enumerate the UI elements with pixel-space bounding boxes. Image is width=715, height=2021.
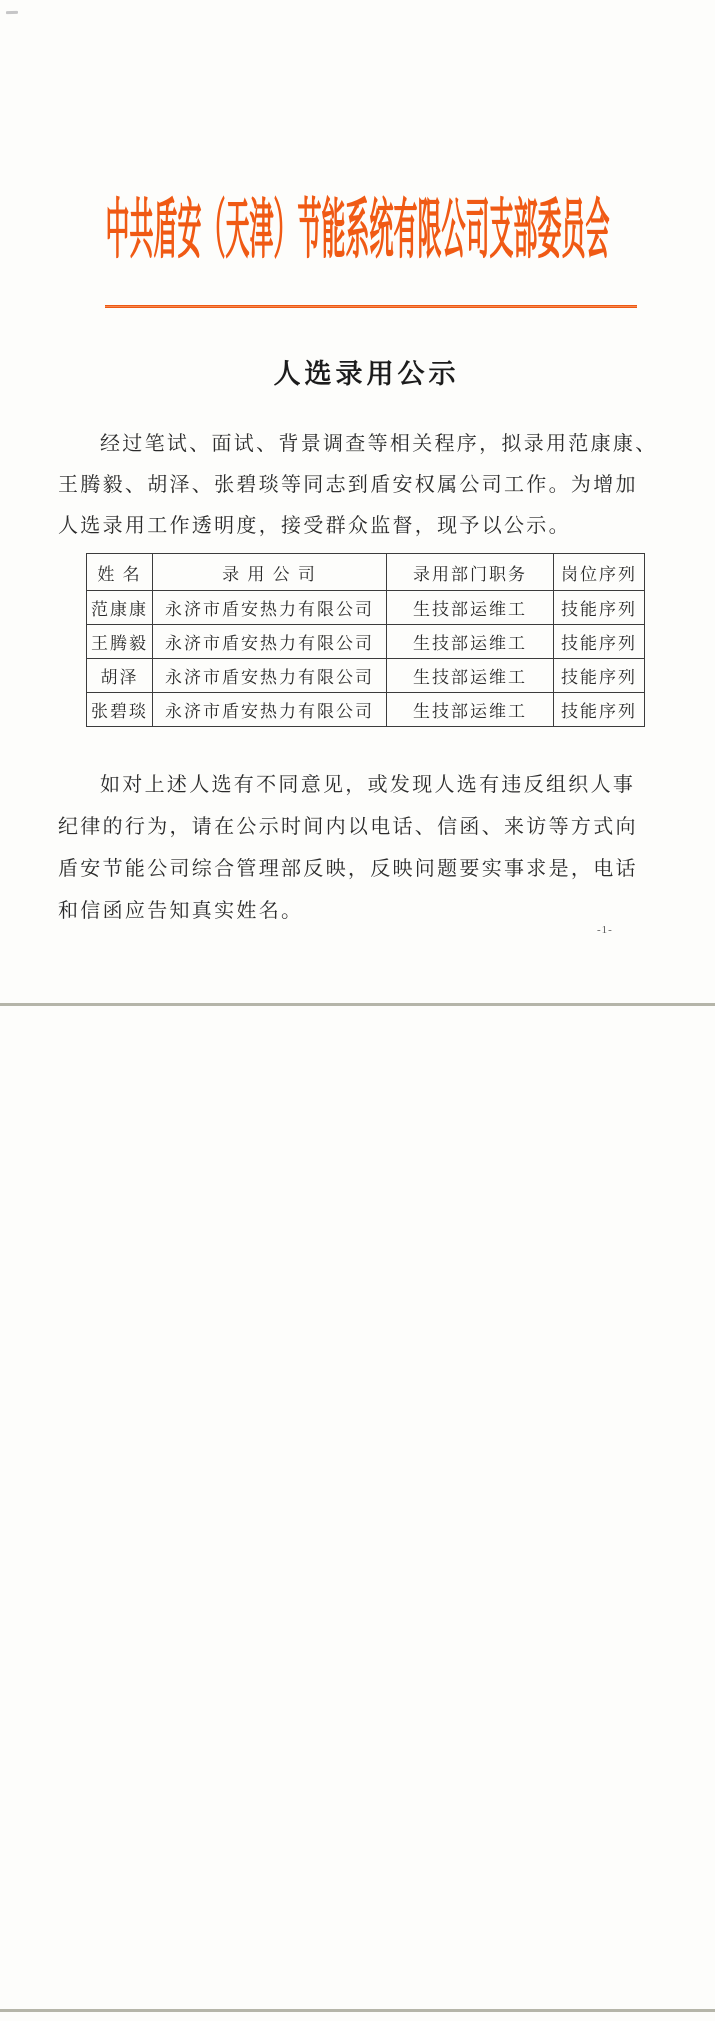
cell-sequence: 技能序列 [554, 591, 645, 625]
objection-paragraph [58, 764, 662, 932]
table-header-company: 录 用 公 司 [153, 554, 387, 591]
cell-sequence: 技能序列 [554, 625, 645, 659]
table-header-department: 录用部门职务 [387, 554, 554, 591]
cell-sequence: 技能序列 [554, 659, 645, 693]
table-header-name: 姓 名 [87, 554, 153, 591]
scan-artifact-mark [6, 11, 18, 14]
intro-paragraph [58, 424, 662, 547]
table-row [87, 659, 645, 693]
table-row [87, 591, 645, 625]
table-row [87, 625, 645, 659]
cell-name: 张碧琰 [87, 693, 153, 727]
paragraph-line: 王腾毅、胡泽、张碧琰等同志到盾安权属公司工作。为增加 [58, 474, 638, 496]
cell-company: 永济市盾安热力有限公司 [153, 659, 387, 693]
cell-department: 生技部运维工 [387, 625, 554, 659]
page-1 [0, 0, 715, 1006]
table-header-row [87, 554, 645, 591]
cell-department: 生技部运维工 [387, 693, 554, 727]
cell-name: 范康康 [87, 591, 153, 625]
table-header-sequence: 岗位序列 [554, 554, 645, 591]
page-2 [0, 1006, 715, 2012]
cell-company: 永济市盾安热力有限公司 [153, 625, 387, 659]
cell-sequence: 技能序列 [554, 693, 645, 727]
cell-company: 永济市盾安热力有限公司 [153, 591, 387, 625]
paragraph-line: 和信函应告知真实姓名。 [58, 900, 304, 922]
letterhead-title: 中共盾安（天津）节能系统有限公司支部委员会 [105, 197, 610, 268]
table-row [87, 693, 645, 727]
letterhead-divider-line [105, 305, 637, 308]
paragraph-line: 纪律的行为，请在公示时间内以电话、信函、来访等方式向 [58, 816, 638, 838]
cell-name: 王腾毅 [87, 625, 153, 659]
paragraph-line: 盾安节能公司综合管理部反映，反映问题要实事求是，电话 [58, 858, 638, 880]
cell-department: 生技部运维工 [387, 659, 554, 693]
paragraph-line: 人选录用工作透明度，接受群众监督，现予以公示。 [58, 515, 571, 537]
document-title: 人选录用公示 [273, 359, 460, 389]
paragraph-line: 经过笔试、面试、背景调查等相关程序，拟录用范康康、 [100, 433, 658, 455]
page-number-1: -1- [597, 924, 613, 936]
paragraph-line: 如对上述人选有不同意见，或发现人选有违反组织人事 [100, 774, 636, 796]
cell-name: 胡泽 [87, 659, 153, 693]
recruitment-table [86, 553, 645, 727]
cell-department: 生技部运维工 [387, 591, 554, 625]
cell-company: 永济市盾安热力有限公司 [153, 693, 387, 727]
